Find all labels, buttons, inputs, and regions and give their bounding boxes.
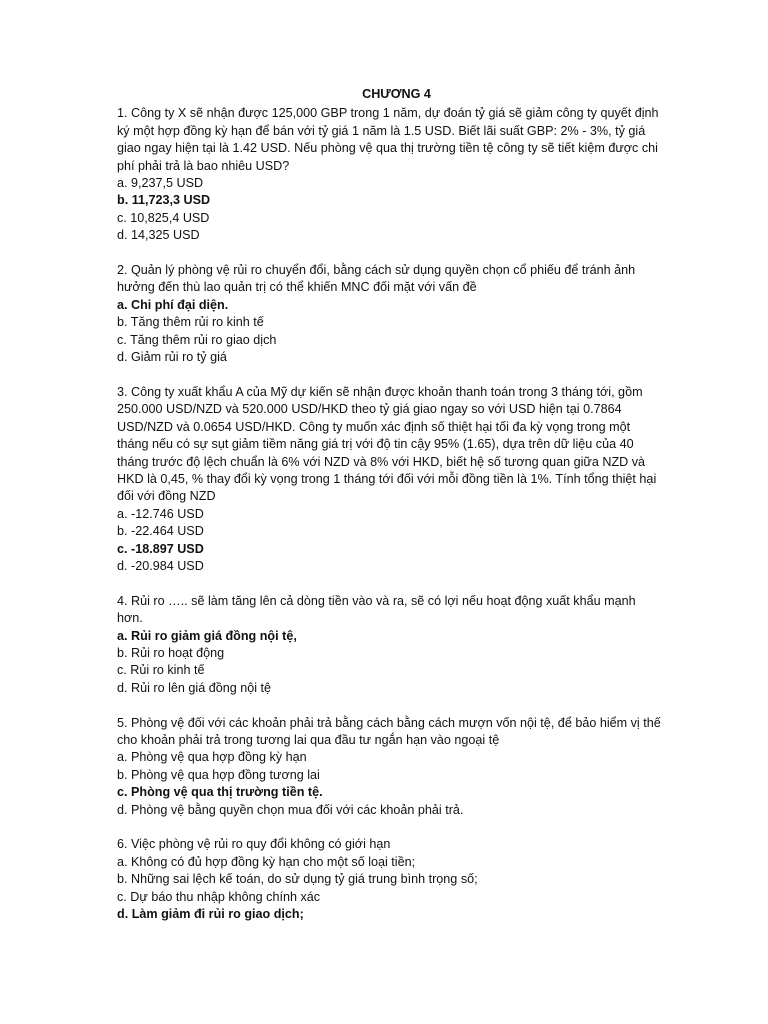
- answer-option: c. Tăng thêm rủi ro giao dịch: [117, 332, 277, 347]
- answer-option: a. -12.746 USD: [117, 506, 204, 521]
- answer-option-correct: a. Rủi ro giảm giá đồng nội tệ,: [117, 628, 297, 643]
- question-text: 2. Quản lý phòng vệ rủi ro chuyển đổi, bằng cách sử dụng quyền chọn cổ phiếu để tránh ảnh hưởng đến thù lao quản trị có thể khiến MNC đối mặt với vấn đề: [117, 263, 636, 295]
- answer-option-correct: c. -18.897 USD: [117, 541, 204, 556]
- answer-option: a. 9,237,5 USD: [117, 176, 204, 191]
- answer-option: d. -20.984 USD: [117, 558, 204, 573]
- answer-option: d. 14,325 USD: [117, 228, 200, 243]
- question-3: [117, 384, 662, 575]
- answer-option: d. Phòng vệ bằng quyền chọn mua đối với các khoản phải trả.: [117, 802, 464, 817]
- answer-option-correct: a. Chi phí đại diện.: [117, 297, 229, 312]
- answer-option-correct: c. Phòng vệ qua thị trường tiền tệ.: [117, 785, 323, 800]
- question-list: [117, 105, 662, 923]
- question-text: 5. Phòng vệ đối với các khoản phải trả bằng cách bằng cách mượn vốn nội tệ, để bảo hiểm vị thế cho khoản phải trả trong tương lai qua đầu tư ngắn hạn vào ngoại tệ: [117, 715, 661, 747]
- answer-option: d. Giảm rủi ro tỷ giá: [117, 350, 227, 365]
- answer-option: b. Những sai lệch kế toán, do sử dụng tỷ giá trung bình trọng số;: [117, 872, 478, 887]
- question-6: [117, 836, 662, 923]
- question-text: 1. Công ty X sẽ nhận được 125,000 GBP trong 1 năm, dự đoán tỷ giá sẽ giảm công ty quyết định ký một hợp đồng kỳ hạn để bán với tỷ giá 1 năm là 1.5 USD. Biết lãi suất GBP: 2% - 3%, tỷ giá giao ngay hiện tại là 1.42 USD. Nếu phòng vệ qua thị trường tiền tệ công ty sẽ tiết kiệm được chi phí phải trả là bao nhiêu USD?: [117, 106, 659, 173]
- answer-option: a. Phòng vệ qua hợp đồng kỳ hạn: [117, 750, 307, 765]
- answer-option: c. Dự báo thu nhập không chính xác: [117, 889, 321, 904]
- question-1: [117, 105, 662, 244]
- answer-option: d. Rủi ro lên giá đồng nội tệ: [117, 680, 272, 695]
- answer-option: b. Tăng thêm rủi ro kinh tế: [117, 315, 264, 330]
- answer-option: c. 10,825,4 USD: [117, 210, 210, 225]
- answer-option: b. Rủi ro hoạt động: [117, 645, 225, 660]
- question-5: [117, 715, 662, 819]
- answer-option: a. Không có đủ hợp đồng kỳ hạn cho một số loại tiền;: [117, 854, 416, 869]
- document-page: [117, 86, 662, 941]
- question-text: 4. Rủi ro ….. sẽ làm tăng lên cả dòng tiền vào và ra, sẽ có lợi nếu hoạt động xuất khẩu mạnh hơn.: [117, 593, 636, 626]
- question-text: 6. Việc phòng vệ rủi ro quy đổi không có giới hạn: [117, 837, 391, 852]
- answer-option: b. -22.464 USD: [117, 524, 204, 539]
- answer-option: c. Rủi ro kinh tế: [117, 663, 205, 678]
- answer-option-correct: b. 11,723,3 USD: [117, 193, 211, 208]
- question-text: 3. Công ty xuất khẩu A của Mỹ dự kiến sẽ nhận được khoản thanh toán trong 3 tháng tới, gồm 250.000 USD/NZD và 520.000 USD/HKD theo tỷ giá giao ngay so với USD hiện tại 0.7864 USD/NZD và 0.0654 USD/HKD. Công ty muốn xác định số thiệt hại tối đa kỳ vọng trong một tháng nếu có sự sụt giảm tiềm năng giá trị với độ tin cậy 95% (1.65), dựa trên dữ liệu của 40 tháng trước độ lệch chuẩn là 6% với NZD và 8% với HKD, biết hệ số tương quan giữa NZD và HKD là 0,45, % thay đổi kỳ vọng trong 1 tháng tới đối với mỗi đồng tiền là 1%. Tính tổng thiệt hại đối với đồng NZD: [117, 384, 657, 504]
- question-4: [117, 593, 662, 697]
- question-2: [117, 262, 662, 366]
- answer-option-correct: d. Làm giảm đi rủi ro giao dịch;: [117, 907, 304, 922]
- chapter-title: CHƯƠNG 4: [362, 87, 431, 101]
- answer-option: b. Phòng vệ qua hợp đồng tương lai: [117, 767, 320, 782]
